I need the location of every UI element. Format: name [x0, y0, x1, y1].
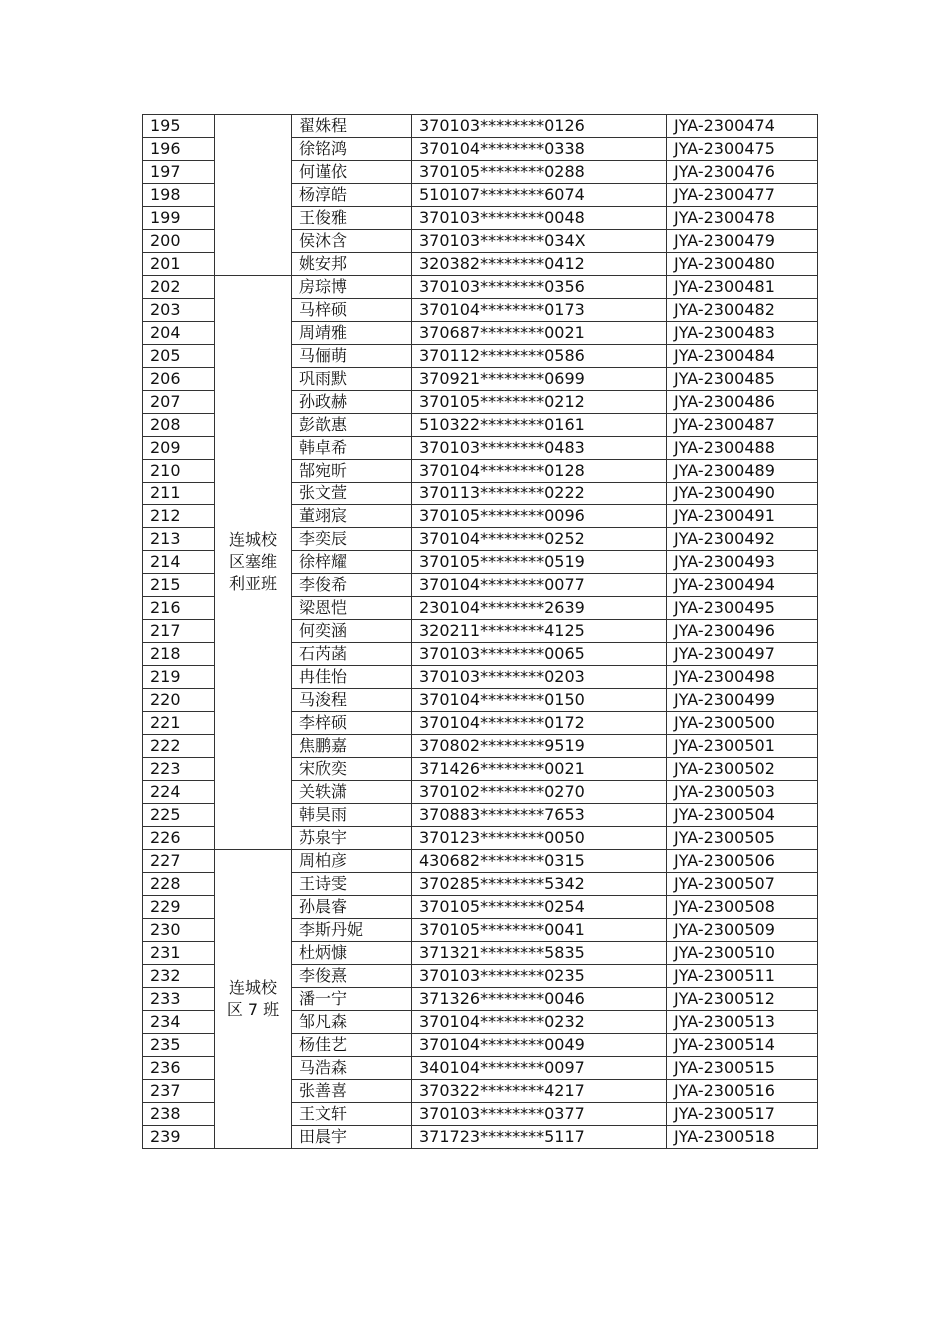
id-number-cell: 370103********0203 — [412, 666, 667, 689]
row-number-cell: 205 — [143, 344, 215, 367]
row-number-cell: 225 — [143, 804, 215, 827]
student-name-cell: 翟姝程 — [292, 115, 412, 138]
certificate-code-cell: JYA-2300488 — [667, 436, 818, 459]
student-name-cell: 关轶潇 — [292, 781, 412, 804]
student-name-cell: 孙晨睿 — [292, 895, 412, 918]
class-group-label: 利亚班 — [228, 574, 277, 594]
id-number-cell: 370104********0252 — [412, 528, 667, 551]
certificate-code-cell: JYA-2300487 — [667, 413, 818, 436]
id-number-cell: 370104********0150 — [412, 689, 667, 712]
id-number-cell: 370104********0049 — [412, 1033, 667, 1056]
row-number-cell: 220 — [143, 689, 215, 712]
id-number-cell: 510322********0161 — [412, 413, 667, 436]
student-name-cell: 张善喜 — [292, 1079, 412, 1102]
row-number-cell: 235 — [143, 1033, 215, 1056]
certificate-code-cell: JYA-2300510 — [667, 941, 818, 964]
row-number-cell: 222 — [143, 735, 215, 758]
id-number-cell: 370883********7653 — [412, 804, 667, 827]
id-number-cell: 370105********0288 — [412, 160, 667, 183]
student-name-cell: 王俊雅 — [292, 206, 412, 229]
id-number-cell: 370105********0254 — [412, 895, 667, 918]
row-number-cell: 201 — [143, 252, 215, 275]
student-name-cell: 田晨宇 — [292, 1125, 412, 1148]
row-number-cell: 231 — [143, 941, 215, 964]
student-name-cell: 韩卓希 — [292, 436, 412, 459]
certificate-code-cell: JYA-2300484 — [667, 344, 818, 367]
id-number-cell: 510107********6074 — [412, 183, 667, 206]
certificate-code-cell: JYA-2300500 — [667, 712, 818, 735]
student-name-cell: 杨淳皓 — [292, 183, 412, 206]
student-name-cell: 彭歆惠 — [292, 413, 412, 436]
id-number-cell: 370105********0041 — [412, 918, 667, 941]
id-number-cell: 370285********5342 — [412, 872, 667, 895]
student-name-cell: 姚安邦 — [292, 252, 412, 275]
id-number-cell: 370103********034X — [412, 229, 667, 252]
row-number-cell: 195 — [143, 115, 215, 138]
certificate-code-cell: JYA-2300501 — [667, 735, 818, 758]
row-number-cell: 196 — [143, 137, 215, 160]
row-number-cell: 238 — [143, 1102, 215, 1125]
row-number-cell: 216 — [143, 597, 215, 620]
student-name-cell: 董翊宸 — [292, 505, 412, 528]
certificate-code-cell: JYA-2300498 — [667, 666, 818, 689]
row-number-cell: 204 — [143, 321, 215, 344]
student-name-cell: 邹凡森 — [292, 1010, 412, 1033]
student-roster-table — [142, 114, 818, 1149]
row-number-cell: 208 — [143, 413, 215, 436]
certificate-code-cell: JYA-2300483 — [667, 321, 818, 344]
certificate-code-cell: JYA-2300503 — [667, 781, 818, 804]
row-number-cell: 199 — [143, 206, 215, 229]
id-number-cell: 370104********0173 — [412, 298, 667, 321]
certificate-code-cell: JYA-2300474 — [667, 115, 818, 138]
row-number-cell: 215 — [143, 574, 215, 597]
certificate-code-cell: JYA-2300499 — [667, 689, 818, 712]
certificate-code-cell: JYA-2300477 — [667, 183, 818, 206]
row-number-cell: 210 — [143, 459, 215, 482]
certificate-code-cell: JYA-2300478 — [667, 206, 818, 229]
id-number-cell: 430682********0315 — [412, 850, 667, 873]
certificate-code-cell: JYA-2300479 — [667, 229, 818, 252]
student-name-cell: 周靖雅 — [292, 321, 412, 344]
student-name-cell: 马俪萌 — [292, 344, 412, 367]
class-group-cell — [215, 115, 292, 276]
certificate-code-cell: JYA-2300513 — [667, 1010, 818, 1033]
certificate-code-cell: JYA-2300495 — [667, 597, 818, 620]
student-name-cell: 李俊希 — [292, 574, 412, 597]
class-group-label: 区塞维 — [228, 552, 277, 572]
id-number-cell: 320382********0412 — [412, 252, 667, 275]
student-name-cell: 李奕辰 — [292, 528, 412, 551]
row-number-cell: 209 — [143, 436, 215, 459]
row-number-cell: 219 — [143, 666, 215, 689]
student-name-cell: 冉佳怡 — [292, 666, 412, 689]
id-number-cell: 340104********0097 — [412, 1056, 667, 1079]
id-number-cell: 370322********4217 — [412, 1079, 667, 1102]
certificate-code-cell: JYA-2300493 — [667, 551, 818, 574]
certificate-code-cell: JYA-2300504 — [667, 804, 818, 827]
certificate-code-cell: JYA-2300517 — [667, 1102, 818, 1125]
student-name-cell: 李斯丹妮 — [292, 918, 412, 941]
certificate-code-cell: JYA-2300507 — [667, 872, 818, 895]
id-number-cell: 371723********5117 — [412, 1125, 667, 1148]
id-number-cell: 371326********0046 — [412, 987, 667, 1010]
certificate-code-cell: JYA-2300497 — [667, 643, 818, 666]
id-number-cell: 370103********0377 — [412, 1102, 667, 1125]
student-name-cell: 侯沐含 — [292, 229, 412, 252]
class-group-cell — [215, 275, 292, 849]
roster-body — [143, 115, 818, 1149]
row-number-cell: 213 — [143, 528, 215, 551]
student-name-cell: 马浚程 — [292, 689, 412, 712]
student-name-cell: 杨佳艺 — [292, 1033, 412, 1056]
row-number-cell: 202 — [143, 275, 215, 298]
student-name-cell: 马浩森 — [292, 1056, 412, 1079]
id-number-cell: 370687********0021 — [412, 321, 667, 344]
student-name-cell: 苏泉宇 — [292, 827, 412, 850]
row-number-cell: 217 — [143, 620, 215, 643]
id-number-cell: 370105********0519 — [412, 551, 667, 574]
student-name-cell: 王诗雯 — [292, 872, 412, 895]
certificate-code-cell: JYA-2300505 — [667, 827, 818, 850]
student-name-cell: 梁恩恺 — [292, 597, 412, 620]
student-name-cell: 郜宛昕 — [292, 459, 412, 482]
student-name-cell: 韩昊雨 — [292, 804, 412, 827]
certificate-code-cell: JYA-2300506 — [667, 850, 818, 873]
id-number-cell: 371321********5835 — [412, 941, 667, 964]
student-name-cell: 宋欣奕 — [292, 758, 412, 781]
certificate-code-cell: JYA-2300494 — [667, 574, 818, 597]
certificate-code-cell: JYA-2300481 — [667, 275, 818, 298]
id-number-cell: 370105********0096 — [412, 505, 667, 528]
certificate-code-cell: JYA-2300509 — [667, 918, 818, 941]
certificate-code-cell: JYA-2300502 — [667, 758, 818, 781]
student-name-cell: 马梓硕 — [292, 298, 412, 321]
certificate-code-cell: JYA-2300496 — [667, 620, 818, 643]
row-number-cell: 234 — [143, 1010, 215, 1033]
id-number-cell: 370921********0699 — [412, 367, 667, 390]
row-number-cell: 227 — [143, 850, 215, 873]
certificate-code-cell: JYA-2300508 — [667, 895, 818, 918]
id-number-cell: 370103********0483 — [412, 436, 667, 459]
certificate-code-cell: JYA-2300518 — [667, 1125, 818, 1148]
id-number-cell: 230104********2639 — [412, 597, 667, 620]
student-name-cell: 王文轩 — [292, 1102, 412, 1125]
row-number-cell: 207 — [143, 390, 215, 413]
certificate-code-cell: JYA-2300475 — [667, 137, 818, 160]
id-number-cell: 370103********0065 — [412, 643, 667, 666]
student-name-cell: 焦鹏嘉 — [292, 735, 412, 758]
id-number-cell: 370103********0126 — [412, 115, 667, 138]
id-number-cell: 320211********4125 — [412, 620, 667, 643]
row-number-cell: 200 — [143, 229, 215, 252]
row-number-cell: 232 — [143, 964, 215, 987]
row-number-cell: 237 — [143, 1079, 215, 1102]
certificate-code-cell: JYA-2300491 — [667, 505, 818, 528]
student-name-cell: 杜炳慷 — [292, 941, 412, 964]
student-name-cell: 何谨依 — [292, 160, 412, 183]
student-name-cell: 潘一宁 — [292, 987, 412, 1010]
row-number-cell: 224 — [143, 781, 215, 804]
certificate-code-cell: JYA-2300516 — [667, 1079, 818, 1102]
class-group-cell — [215, 850, 292, 1149]
student-name-cell: 周柏彦 — [292, 850, 412, 873]
table-row — [143, 115, 818, 138]
id-number-cell: 370103********0235 — [412, 964, 667, 987]
student-name-cell: 孙政赫 — [292, 390, 412, 413]
certificate-code-cell: JYA-2300476 — [667, 160, 818, 183]
student-name-cell: 李俊熹 — [292, 964, 412, 987]
class-group-label: 连城校 — [228, 977, 277, 997]
certificate-code-cell: JYA-2300492 — [667, 528, 818, 551]
id-number-cell: 370103********0048 — [412, 206, 667, 229]
table-row — [143, 850, 818, 873]
row-number-cell: 228 — [143, 872, 215, 895]
certificate-code-cell: JYA-2300485 — [667, 367, 818, 390]
row-number-cell: 212 — [143, 505, 215, 528]
row-number-cell: 233 — [143, 987, 215, 1010]
class-group-label: 连城校 — [228, 530, 277, 550]
student-name-cell: 房琮博 — [292, 275, 412, 298]
row-number-cell: 206 — [143, 367, 215, 390]
certificate-code-cell: JYA-2300482 — [667, 298, 818, 321]
id-number-cell: 371426********0021 — [412, 758, 667, 781]
id-number-cell: 370104********0128 — [412, 459, 667, 482]
id-number-cell: 370104********0232 — [412, 1010, 667, 1033]
row-number-cell: 198 — [143, 183, 215, 206]
student-name-cell: 石芮菡 — [292, 643, 412, 666]
row-number-cell: 236 — [143, 1056, 215, 1079]
certificate-code-cell: JYA-2300515 — [667, 1056, 818, 1079]
student-name-cell: 巩雨默 — [292, 367, 412, 390]
student-name-cell: 张文萱 — [292, 482, 412, 505]
id-number-cell: 370113********0222 — [412, 482, 667, 505]
id-number-cell: 370105********0212 — [412, 390, 667, 413]
student-name-cell: 李梓硕 — [292, 712, 412, 735]
id-number-cell: 370102********0270 — [412, 781, 667, 804]
certificate-code-cell: JYA-2300486 — [667, 390, 818, 413]
student-name-cell: 何奕涵 — [292, 620, 412, 643]
certificate-code-cell: JYA-2300512 — [667, 987, 818, 1010]
certificate-code-cell: JYA-2300480 — [667, 252, 818, 275]
row-number-cell: 239 — [143, 1125, 215, 1148]
row-number-cell: 218 — [143, 643, 215, 666]
table-row — [143, 275, 818, 298]
row-number-cell: 211 — [143, 482, 215, 505]
class-group-label: 区 7 班 — [226, 999, 280, 1019]
row-number-cell: 203 — [143, 298, 215, 321]
student-name-cell: 徐铭鸿 — [292, 137, 412, 160]
id-number-cell: 370104********0338 — [412, 137, 667, 160]
certificate-code-cell: JYA-2300489 — [667, 459, 818, 482]
certificate-code-cell: JYA-2300514 — [667, 1033, 818, 1056]
row-number-cell: 226 — [143, 827, 215, 850]
row-number-cell: 214 — [143, 551, 215, 574]
certificate-code-cell: JYA-2300490 — [667, 482, 818, 505]
id-number-cell: 370104********0077 — [412, 574, 667, 597]
id-number-cell: 370103********0356 — [412, 275, 667, 298]
row-number-cell: 221 — [143, 712, 215, 735]
row-number-cell: 230 — [143, 918, 215, 941]
id-number-cell: 370112********0586 — [412, 344, 667, 367]
row-number-cell: 197 — [143, 160, 215, 183]
certificate-code-cell: JYA-2300511 — [667, 964, 818, 987]
id-number-cell: 370104********0172 — [412, 712, 667, 735]
id-number-cell: 370802********9519 — [412, 735, 667, 758]
id-number-cell: 370123********0050 — [412, 827, 667, 850]
row-number-cell: 229 — [143, 895, 215, 918]
row-number-cell: 223 — [143, 758, 215, 781]
student-name-cell: 徐梓耀 — [292, 551, 412, 574]
